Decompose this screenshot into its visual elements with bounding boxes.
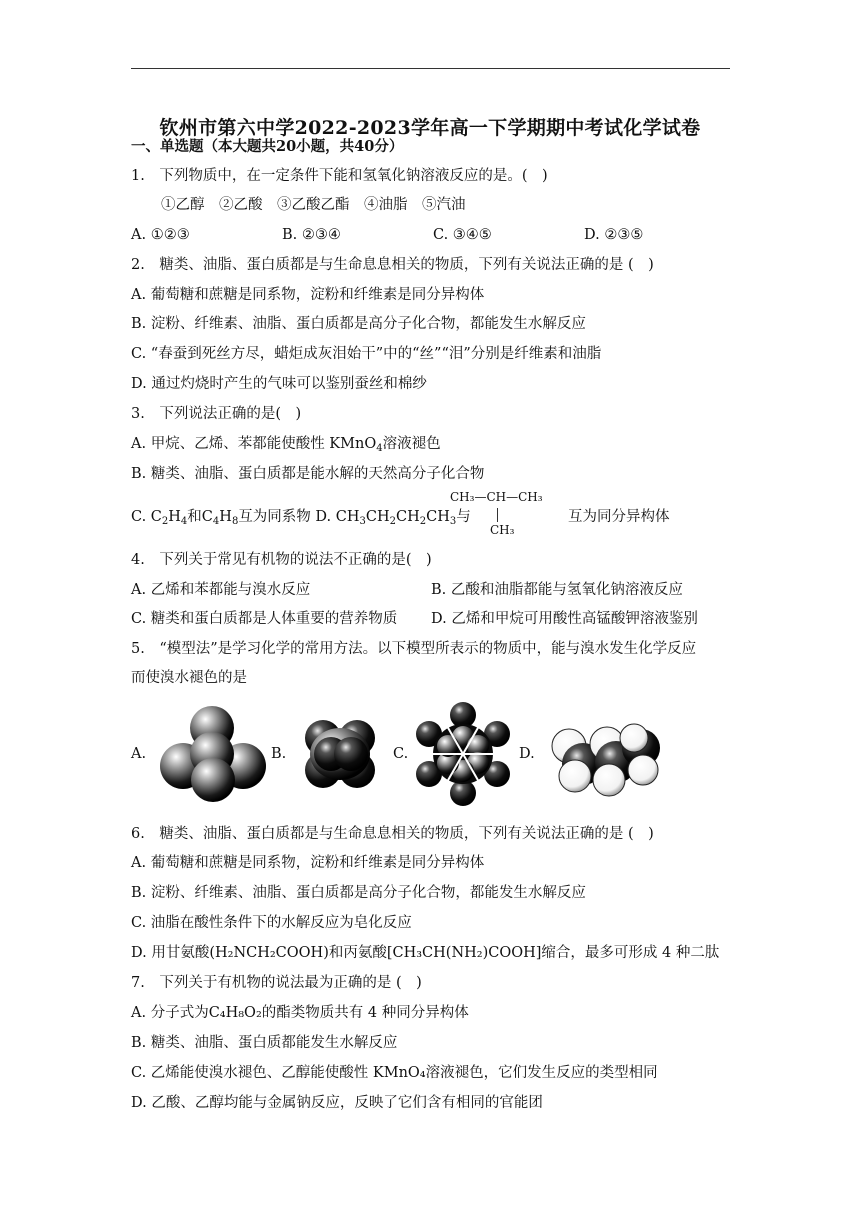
q3-stem: 3. 下列说法正确的是( ) [131, 406, 302, 422]
q7-option-b[interactable]: B. 糖类、油脂、蛋白质都能发生水解反应 [131, 1035, 398, 1051]
molecule-models-svg [131, 700, 731, 810]
q4-option-d[interactable]: D. 乙烯和甲烷可用酸性高锰酸钾溶液鉴别 [431, 611, 698, 627]
q5-option-b[interactable]: B. [271, 746, 287, 762]
q5-option-c[interactable]: C. [393, 746, 409, 762]
q6-option-c[interactable]: C. 油脂在酸性条件下的水解反应为皂化反应 [131, 915, 412, 931]
q2-option-b[interactable]: B. 淀粉、纤维素、油脂、蛋白质都是高分子化合物，都能发生水解反应 [131, 316, 586, 332]
section-heading: 一、单选题（本大题共20小题，共40分） [131, 138, 404, 155]
model-a-methane[interactable] [160, 706, 266, 802]
q3-option-d-tail: 互为同分异构体 [568, 509, 670, 525]
q4-options-row2 [131, 609, 731, 629]
q5-option-d[interactable]: D. [519, 746, 535, 762]
q5-stem-line2: 而使溴水褪色的是 [131, 670, 247, 686]
q4-option-b[interactable]: B. 乙酸和油脂都能与氢氧化钠溶液反应 [431, 582, 683, 598]
q1-option-b[interactable]: B. ②③④ [282, 227, 341, 243]
q3-option-b[interactable]: B. 糖类、油脂、蛋白质都是能水解的天然高分子化合物 [131, 466, 485, 482]
q7-option-a[interactable]: A. 分子式为C₄H₈O₂的酯类物质共有 4 种同分异构体 [131, 1005, 469, 1021]
q7-option-c[interactable]: C. 乙烯能使溴水褪色、乙醇能使酸性 KMnO₄溶液褪色，它们发生反应的类型相同 [131, 1065, 658, 1081]
q1-option-d[interactable]: D. ②③⑤ [584, 227, 644, 243]
q2-stem: 2. 糖类、油脂、蛋白质都是与生命息息相关的物质，下列有关说法正确的是 ( ) [131, 257, 654, 273]
q1-option-a[interactable]: A. ①②③ [131, 227, 190, 243]
q2-option-c[interactable]: C. “春蚕到死丝方尽，蜡炬成灰泪始干”中的“丝”“泪”分别是纤维素和油脂 [131, 346, 602, 362]
q6-option-d[interactable]: D. 用甘氨酸(H₂NCH₂COOH)和丙氨酸[CH₃CH(NH₂)COOH]缩合，最多可形成 4 种二肽 [131, 945, 720, 961]
model-b-ethylene[interactable] [305, 720, 375, 788]
exam-title: 钦州市第六中学2022-2023学年高一下学期期中考试化学试卷 [159, 117, 701, 139]
header-rule [131, 68, 730, 69]
model-c-benzene[interactable] [416, 702, 510, 806]
q2-option-d[interactable]: D. 通过灼烧时产生的气味可以鉴别蚕丝和棉纱 [131, 376, 427, 392]
q1-stem: 1. 下列物质中，在一定条件下能和氢氧化钠溶液反应的是。( ) [131, 168, 548, 184]
q7-option-d[interactable]: D. 乙酸、乙醇均能与金属钠反应，反映了它们含有相同的官能团 [131, 1095, 543, 1111]
q3-option-a[interactable]: A. 甲烷、乙烯、苯都能使酸性 KMnO$_4$溶液褪色 [131, 436, 441, 454]
q4-option-c[interactable]: C. 糖类和蛋白质都是人体重要的营养物质 [131, 611, 398, 627]
q6-option-a[interactable]: A. 葡萄糖和蔗糖是同系物，淀粉和纤维素是同分异构体 [131, 855, 485, 871]
q7-stem: 7. 下列关于有机物的说法最为正确的是 ( ) [131, 975, 422, 991]
q6-option-b[interactable]: B. 淀粉、纤维素、油脂、蛋白质都是高分子化合物，都能发生水解反应 [131, 885, 586, 901]
molecule-models [131, 700, 731, 810]
q4-option-a[interactable]: A. 乙烯和苯都能与溴水反应 [131, 582, 311, 598]
q3-option-cd[interactable]: C. $C_2H_4$和$C_4H_8$互为同系物 D. $CH_3CH_2CH_2CH_3$与 [131, 509, 471, 527]
q5-option-a[interactable]: A. [131, 746, 147, 762]
isobutane-structure: CH₃—CH—CH₃ CH₃ [450, 490, 543, 537]
q4-stem: 4. 下列关于常见有机物的说法不正确的是( ) [131, 552, 432, 568]
q5-stem-line1: 5. “模型法”是学习化学的常用方法。以下模型所表示的物质中，能与溴水发生化学反应 [131, 641, 697, 657]
q1-options [131, 225, 735, 245]
q6-stem: 6. 糖类、油脂、蛋白质都是与生命息息相关的物质，下列有关说法正确的是 ( ) [131, 826, 654, 842]
q4-options-row1 [131, 580, 731, 600]
q2-option-a[interactable]: A. 葡萄糖和蔗糖是同系物，淀粉和纤维素是同分异构体 [131, 287, 485, 303]
q1-items: ①乙醇 ②乙酸 ③乙酸乙酯 ④油脂 ⑤汽油 [161, 197, 466, 213]
model-d-ethanol[interactable] [552, 724, 660, 796]
q1-option-c[interactable]: C. ③④⑤ [433, 227, 492, 243]
